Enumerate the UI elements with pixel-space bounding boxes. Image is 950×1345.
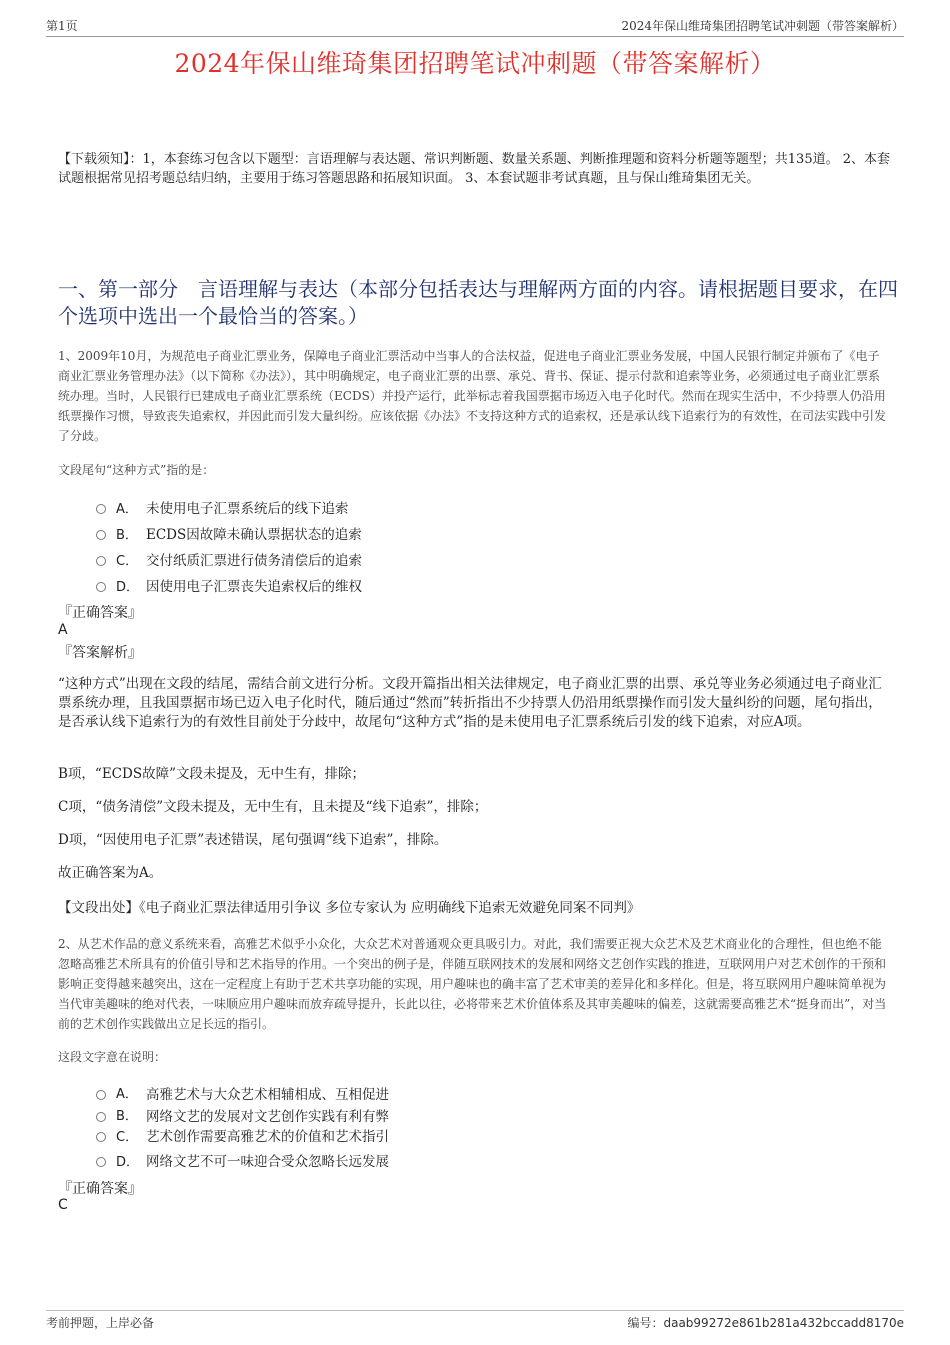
radio-icon[interactable] (96, 1090, 106, 1100)
option-letter: B． (116, 1109, 138, 1124)
option-letter: D． (116, 1154, 140, 1170)
page-footer (46, 1314, 904, 1331)
footer-code-label: 编号： (627, 1316, 664, 1330)
radio-icon[interactable] (96, 582, 106, 592)
question-1-analysis-label: 『答案解析』 (58, 645, 142, 661)
option-text: 高雅艺术与大众艺术相辅相成、互相促进 (146, 1086, 389, 1103)
question-2-prompt: 这段文字意在说明： (58, 1050, 167, 1064)
question-1-options (96, 494, 856, 598)
question-2-option-a[interactable] (96, 1080, 856, 1105)
footer-slogan: 考前押题，上岸必备 (46, 1316, 155, 1330)
section-heading: 一、第一部分 言语理解与表达（本部分包括表达与理解两方面的内容。请根据题目要求，在四个选项中选出一个最恰当的答案。） (58, 277, 898, 328)
question-1-analysis-p3: C项，“债务清偿”文段未提及，无中生有，且未提及“线下追索”，排除； (58, 799, 488, 815)
option-text: 网络文艺的发展对文艺创作实践有利有弊 (146, 1108, 389, 1125)
option-letter: D． (116, 579, 140, 595)
question-2-option-d[interactable] (96, 1146, 856, 1174)
radio-icon[interactable] (96, 1132, 106, 1142)
question-1-analysis-p2: B项，“ECDS故障”文段未提及，无中生有，排除； (58, 766, 365, 782)
question-2-text: 2、从艺术作品的意义系统来看，高雅艺术似乎小众化，大众艺术对普通观众更具吸引力。对此，我们需要正视大众艺术及艺术商业化的合理性，但也绝不能忽略高雅艺术所具有的价值引导和艺术指导的作用。一个突出的例子是，伴随互联网技术的发展和网络文艺创作实践的推进，互联网用户对艺术创作的干预和影响正变得越来越突出，这在一定程度上有助于艺术共享功能的实现，用户趣味也的确丰富了艺术审美的差异化和多样化。但是，将互联网用户趣味简单视为当代审美趣味的绝对代表，一味顺应用户趣味而放弃疏导提升，长此以往，必将带来艺术价值体系及其审美趣味的偏差，这就需要高雅艺术“挺身而出”，对当前的艺术创作实践做出立足长远的指引。 (58, 937, 887, 1031)
question-2-options (96, 1080, 856, 1174)
question-1-prompt: 文段尾句“这种方式”指的是： (58, 463, 215, 477)
question-2-answer-label: 『正确答案』 (58, 1181, 142, 1197)
question-2-option-b[interactable] (96, 1105, 856, 1124)
option-text: 因使用电子汇票丧失追索权后的维权 (146, 579, 362, 595)
footer-divider (46, 1310, 904, 1311)
footer-code-group (627, 1314, 904, 1331)
question-1-source: 【文段出处】《电子商业汇票法律适用引争议 多位专家认为 应明确线下追索无效避免同案不同判》 (58, 900, 641, 916)
question-1-option-d[interactable] (96, 572, 856, 598)
document-title: 2024年保山维琦集团招聘笔试冲刺题（带答案解析） (174, 49, 776, 78)
question-1-analysis-p1: “这种方式”出现在文段的结尾，需结合前文进行分析。文段开篇指出相关法律规定，电子商业汇票的出票、承兑等业务必须通过电子商业汇票系统办理，且我国票据市场已迈入电子化时代，随后通过“然而”转折指出不少持票人仍沿用纸票操作而引发大量纠纷的问题，尾句指出，是否承认线下追索行为的有效性目前处于分歧中，故尾句“这种方式”指的是未使用电子汇票系统后引发的线下追索，对应A项。 (58, 676, 882, 730)
question-1-analysis-p4: D项，“因使用电子汇票”表述错误，尾句强调“线下追索”，排除。 (58, 832, 448, 848)
question-1-option-c[interactable] (96, 546, 856, 572)
page-header (46, 14, 904, 37)
option-letter: A． (116, 501, 138, 517)
radio-icon[interactable] (96, 1112, 106, 1122)
radio-icon[interactable] (96, 556, 106, 566)
option-letter: C． (116, 1129, 139, 1145)
option-text: 网络文艺不可一味迎合受众忽略长远发展 (146, 1154, 389, 1170)
download-notice: 【下载须知】：1，本套练习包含以下题型：言语理解与表达题、常识判断题、数量关系题、判断推理题和资料分析题等题型；共135道。 2、本套试题根据常见招考题总结归纳，主要用于练习答题思路和拓展知识面。 3、本套试题非考试真题，且与保山维琦集团无关。 (58, 152, 890, 186)
option-letter: A． (116, 1087, 138, 1102)
question-1-analysis-p5: 故正确答案为A。 (58, 865, 163, 881)
question-2-answer: C (58, 1197, 68, 1213)
radio-icon[interactable] (96, 530, 106, 540)
question-2-option-c[interactable] (96, 1124, 856, 1146)
question-1-text: 1、2009年10月，为规范电子商业汇票业务，保障电子商业汇票活动中当事人的合法权益，促进电子商业汇票业务发展，中国人民银行制定并颁布了《电子商业汇票业务管理办法》（以下简称《办法》），其中明确规定，电子商业汇票的出票、承兑、背书、保证、提示付款和追索等业务，必须通过电子商业汇票系统办理。当时，人民银行已建成电子商业汇票系统（ECDS）并投产运行，此举标志着我国票据市场迈入电子化时代。然而在现实生活中，不少持票人仍沿用纸票操作习惯，导致丧失追索权，并因此而引发大量纠纷。应该依据《办法》不支持这种方式的追索权，还是承认线下追索行为的有效性，在司法实践中引发了分歧。 (58, 349, 887, 443)
option-letter: B． (116, 527, 138, 543)
option-text: 未使用电子汇票系统后的线下追索 (146, 501, 349, 517)
option-text: ECDS因故障未确认票据状态的追索 (146, 527, 362, 543)
question-1-answer-label: 『正确答案』 (58, 605, 142, 621)
question-1-option-b[interactable] (96, 520, 856, 546)
question-1-answer: A (58, 622, 68, 638)
option-text: 交付纸质汇票进行债务清偿后的追索 (146, 553, 362, 569)
option-text: 艺术创作需要高雅艺术的价值和艺术指引 (146, 1129, 389, 1145)
question-1-option-a[interactable] (96, 494, 856, 520)
radio-icon[interactable] (96, 1157, 106, 1167)
option-letter: C． (116, 553, 139, 569)
radio-icon[interactable] (96, 504, 106, 514)
header-doc-title: 2024年保山维琦集团招聘笔试冲刺题（带答案解析） (621, 19, 904, 33)
footer-code: daab99272e861b281a432bccadd8170e (663, 1316, 904, 1330)
page-number: 第1页 (46, 19, 78, 33)
